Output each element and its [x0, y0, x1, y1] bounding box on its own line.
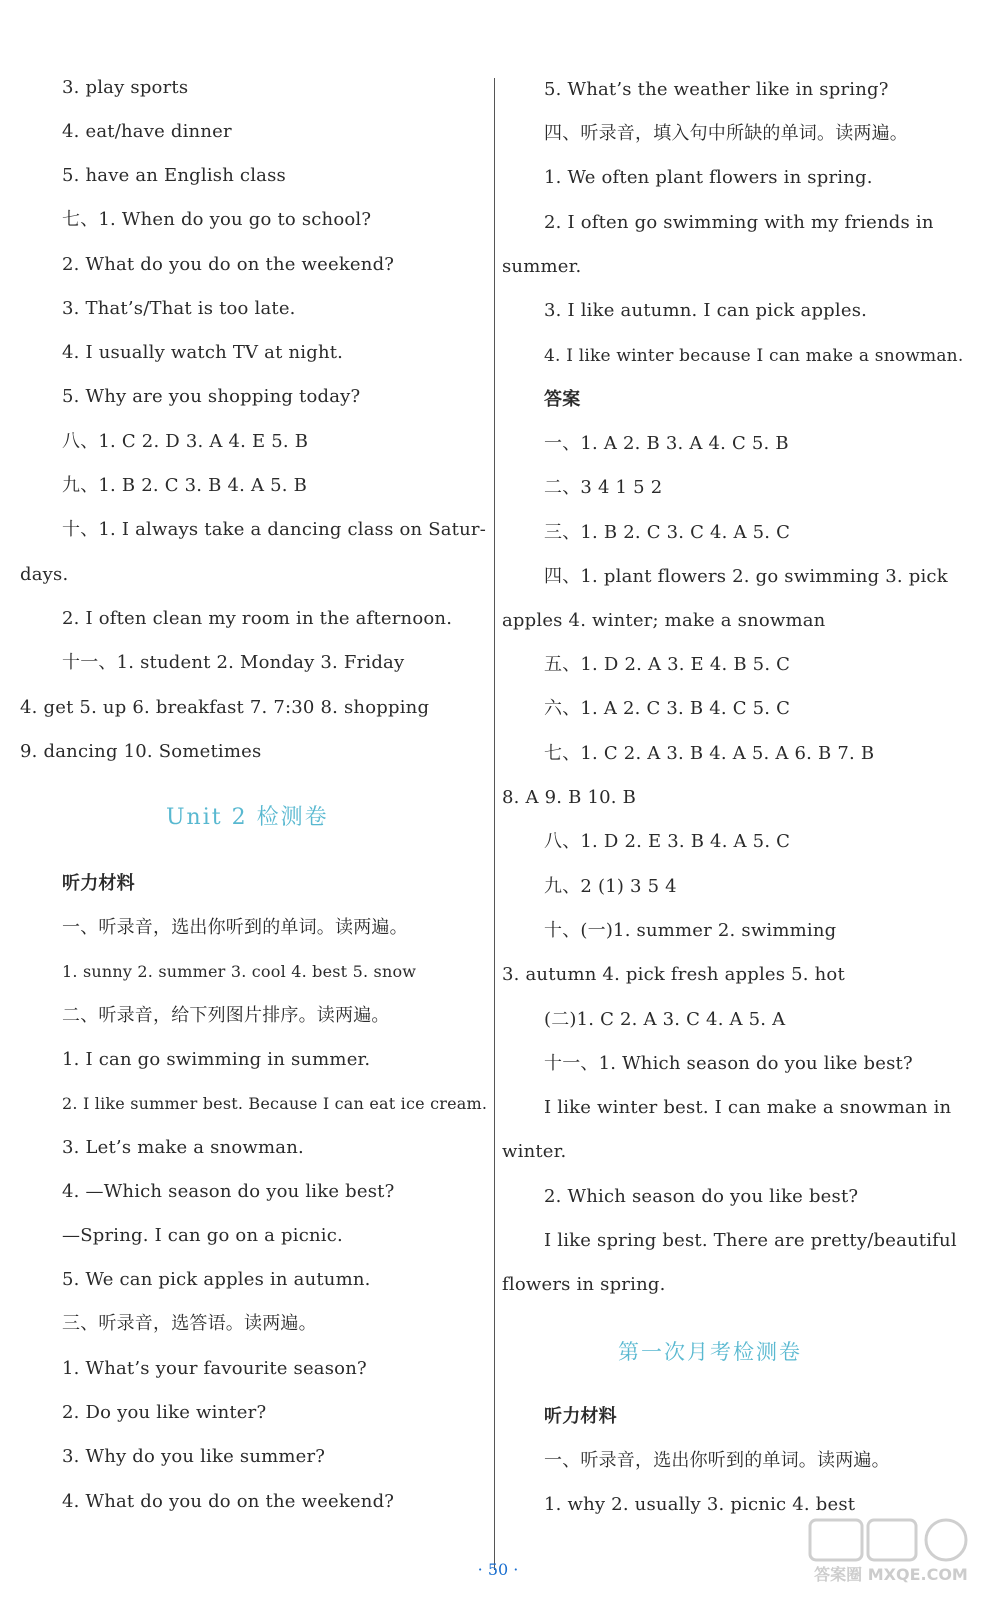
answer-line: 3. Let’s make a snowman. [62, 1137, 304, 1158]
answer-line: 七、1. When do you go to school? [62, 209, 372, 230]
answer-line: 七、1. C 2. A 3. B 4. A 5. A 6. B 7. B [544, 743, 875, 764]
answer-line: 4. I usually watch TV at night. [62, 342, 344, 363]
answer-line: 1. why 2. usually 3. picnic 4. best [544, 1494, 856, 1515]
answer-line: 3. Why do you like summer? [62, 1446, 326, 1467]
answer-line: 九、2 (1) 3 5 4 [544, 876, 677, 897]
answer-line: winter. [502, 1141, 567, 1162]
answer-line: 1. sunny 2. summer 3. cool 4. best 5. snow [62, 962, 417, 981]
answer-line: 八、1. D 2. E 3. B 4. A 5. C [544, 831, 791, 852]
answer-line: 1. What’s your favourite season? [62, 1358, 367, 1379]
answer-line: 六、1. A 2. C 3. B 4. C 5. C [544, 698, 791, 719]
answer-line: apples 4. winter; make a snowman [502, 610, 826, 631]
answer-line: 9. dancing 10. Sometimes [20, 741, 262, 762]
answer-line: 4. get 5. up 6. breakfast 7. 7:30 8. shopping [20, 697, 430, 718]
answer-line: 2. Do you like winter? [62, 1402, 267, 1423]
answer-line: 四、听录音，填入句中所缺的单词。读两遍。 [544, 123, 908, 144]
answer-line: I like winter best. I can make a snowman in [544, 1097, 952, 1118]
section-title: 第一次月考检测卷 [618, 1340, 802, 1364]
answer-line: 4. What do you do on the weekend? [62, 1491, 395, 1512]
answer-line: 四、1. plant flowers 2. go swimming 3. pick [544, 566, 948, 587]
answer-line: 3. I like autumn. I can pick apples. [544, 300, 868, 321]
answer-line: 十、(一)1. summer 2. swimming [544, 920, 837, 941]
answer-line: 二、听录音，给下列图片排序。读两遍。 [62, 1005, 390, 1026]
answer-line: 十一、1. student 2. Monday 3. Friday [62, 652, 405, 673]
answer-line: 二、3 4 1 5 2 [544, 477, 663, 498]
answer-line: 八、1. C 2. D 3. A 4. E 5. B [62, 431, 309, 452]
answer-line: 三、1. B 2. C 3. C 4. A 5. C [544, 522, 791, 543]
answer-line: 五、1. D 2. A 3. E 4. B 5. C [544, 654, 791, 675]
subsection-heading: 听力材料 [62, 873, 135, 894]
answer-line: 一、听录音，选出你听到的单词。读两遍。 [62, 917, 408, 938]
answer-line: 5. Why are you shopping today? [62, 386, 361, 407]
answer-line: summer. [502, 256, 582, 277]
answer-line: 九、1. B 2. C 3. B 4. A 5. B [62, 475, 308, 496]
answer-line: 5. We can pick apples in autumn. [62, 1269, 371, 1290]
column-divider [494, 78, 495, 1570]
answer-line: 4. eat/have dinner [62, 121, 232, 142]
section-title: Unit 2 检测卷 [166, 805, 329, 830]
answer-line: 三、听录音，选答语。读两遍。 [62, 1313, 317, 1334]
answer-line: 1. We often plant flowers in spring. [544, 167, 873, 188]
answer-line: 8. A 9. B 10. B [502, 787, 637, 808]
answer-line: days. [20, 564, 69, 585]
answer-line: 十、1. I always take a dancing class on Satur- [62, 519, 486, 540]
answer-line: 1. I can go swimming in summer. [62, 1049, 371, 1070]
answer-line: 3. That’s/That is too late. [62, 298, 296, 319]
answer-line: 2. I often clean my room in the afternoon. [62, 608, 453, 629]
answer-line: 3. autumn 4. pick fresh apples 5. hot [502, 964, 845, 985]
answer-line: flowers in spring. [502, 1274, 666, 1295]
answer-line: (二)1. C 2. A 3. C 4. A 5. A [544, 1009, 786, 1030]
answer-line: 2. What do you do on the weekend? [62, 254, 395, 275]
answer-line: 一、听录音，选出你听到的单词。读两遍。 [544, 1450, 890, 1471]
answer-line: I like spring best. There are pretty/beautiful [544, 1230, 957, 1251]
answer-line: 5. What’s the weather like in spring? [544, 79, 889, 100]
answer-line: —Spring. I can go on a picnic. [62, 1225, 343, 1246]
answer-line: 2. I often go swimming with my friends in [544, 212, 934, 233]
watermark-text: 答案圈 MXQE.COM [814, 1565, 968, 1584]
subsection-heading: 答案 [544, 389, 581, 410]
answer-line: 2. I like summer best. Because I can eat ice cream. [62, 1094, 488, 1113]
watermark-logo-icon [806, 1516, 976, 1586]
answer-line: 2. Which season do you like best? [544, 1186, 859, 1207]
answer-line: 一、1. A 2. B 3. A 4. C 5. B [544, 433, 789, 454]
page-number: · 50 · [477, 1560, 519, 1579]
answer-line: 4. —Which season do you like best? [62, 1181, 395, 1202]
answer-line: 3. play sports [62, 77, 189, 98]
subsection-heading: 听力材料 [544, 1406, 617, 1427]
answer-line: 5. have an English class [62, 165, 286, 186]
answer-line: 十一、1. Which season do you like best? [544, 1053, 913, 1074]
answer-line: 4. I like winter because I can make a snowman. [544, 346, 964, 366]
